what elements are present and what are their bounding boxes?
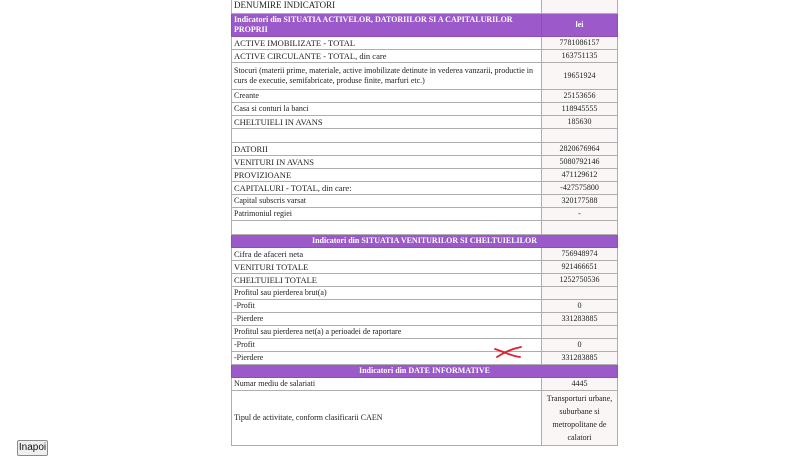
row-label: -Pierdere [232, 313, 542, 326]
table-row [232, 37, 618, 50]
row-label: ACTIVE CIRCULANTE - TOTAL, din care [232, 50, 542, 63]
row-label: Stocuri (materii prime, materiale, active imobilizate detinute in vederea vanzarii, productie in curs de executie, semifabricate, produse finite, marfuri etc.) [232, 63, 542, 90]
table-row [232, 156, 618, 169]
table-row [232, 195, 618, 208]
row-label: ACTIVE IMOBILIZATE - TOTAL [232, 37, 542, 50]
row-label: CHELTUIELI TOTALE [232, 274, 542, 287]
table-row [232, 116, 618, 129]
table-row [232, 103, 618, 116]
table-header-row [232, 0, 618, 14]
section-header-activ [232, 14, 618, 37]
table-row [232, 287, 618, 300]
row-value: 4445 [542, 378, 618, 391]
spacer-row [232, 129, 618, 143]
row-label: PROVIZIOANE [232, 169, 542, 182]
financial-indicators-table [231, 0, 618, 446]
row-label: -Profit [232, 300, 542, 313]
row-value: 471129612 [542, 169, 618, 182]
table-row [232, 378, 618, 391]
row-value: 331283885 [542, 313, 618, 326]
spacer-row [232, 221, 618, 235]
row-label: CAPITALURI - TOTAL, din care: [232, 182, 542, 195]
table-row [232, 274, 618, 287]
row-value: 25153656 [542, 90, 618, 103]
section-title: Indicatori din SITUATIA VENITURILOR SI CHELTUIELILOR [232, 235, 618, 248]
row-label: Cifra de afaceri neta [232, 248, 542, 261]
header-unit [542, 0, 618, 14]
table-row [232, 182, 618, 195]
row-label: Profitul sau pierderea brut(a) [232, 287, 542, 300]
row-value: 320177588 [542, 195, 618, 208]
section-unit: lei [542, 14, 618, 37]
row-value: 19651924 [542, 63, 618, 90]
table-row [232, 143, 618, 156]
row-value: 756948974 [542, 248, 618, 261]
row-value [542, 287, 618, 300]
row-label: Creante [232, 90, 542, 103]
section-title: Indicatori din SITUATIA ACTIVELOR, DATORIILOR SI A CAPITALURILOR PROPRII [232, 14, 542, 37]
row-value: 5080792146 [542, 156, 618, 169]
header-label: DENUMIRE INDICATORI [232, 0, 542, 14]
table-row [232, 63, 618, 90]
row-value: 921466651 [542, 261, 618, 274]
row-value: 2820676964 [542, 143, 618, 156]
table-row [232, 300, 618, 313]
row-value: 331283885 [542, 352, 618, 365]
row-label: DATORII [232, 143, 542, 156]
row-label: Profitul sau pierderea net(a) a perioadei de raportare [232, 326, 542, 339]
table-row [232, 169, 618, 182]
table-row [232, 261, 618, 274]
table-row [232, 50, 618, 63]
row-label: VENITURI IN AVANS [232, 156, 542, 169]
table-row [232, 90, 618, 103]
row-label: CHELTUIELI IN AVANS [232, 116, 542, 129]
row-label: Capital subscris varsat [232, 195, 542, 208]
row-label: -Profit [232, 339, 542, 352]
section-header-info [232, 365, 618, 378]
table-row [232, 352, 618, 365]
table-row [232, 326, 618, 339]
section-header-venituri [232, 235, 618, 248]
red-x-annotation-icon [493, 345, 523, 359]
row-value [542, 326, 618, 339]
row-value: 185630 [542, 116, 618, 129]
row-label: Casa si conturi la banci [232, 103, 542, 116]
row-value: 0 [542, 300, 618, 313]
row-value: -427575800 [542, 182, 618, 195]
table-row [232, 391, 618, 446]
table-row [232, 313, 618, 326]
section-title: Indicatori din DATE INFORMATIVE [232, 365, 618, 378]
table-row [232, 339, 618, 352]
row-value: 0 [542, 339, 618, 352]
row-label: Patrimoniul regiei [232, 208, 542, 221]
row-value: - [542, 208, 618, 221]
row-value: 7781086157 [542, 37, 618, 50]
row-label: -Pierdere [232, 352, 542, 365]
row-label: VENITURI TOTALE [232, 261, 542, 274]
table-row [232, 248, 618, 261]
row-value: 163751135 [542, 50, 618, 63]
row-value: Transporturi urbane, suburbane si metropolitane de calatori [542, 391, 618, 446]
row-label: Tipul de activitate, conform clasificarii CAEN [232, 391, 542, 446]
row-value: 118945555 [542, 103, 618, 116]
row-value: 1252750536 [542, 274, 618, 287]
back-button[interactable]: Inapoi [17, 440, 48, 456]
table-row [232, 208, 618, 221]
row-label: Numar mediu de salariati [232, 378, 542, 391]
